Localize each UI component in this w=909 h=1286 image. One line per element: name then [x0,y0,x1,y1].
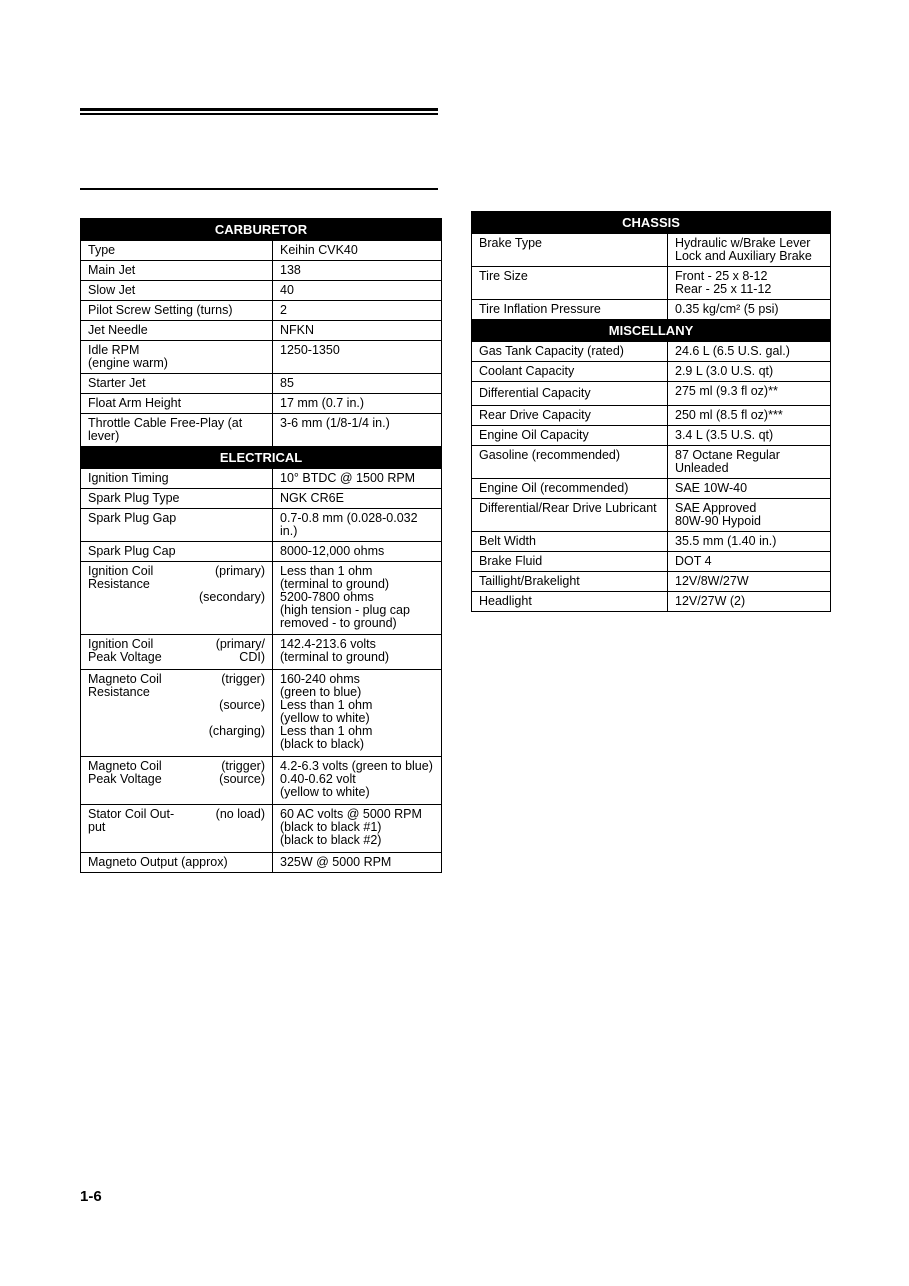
spec-value: DOT 4 [668,552,831,572]
spec-label [81,562,273,635]
label-line: Peak Voltage [88,650,162,664]
spec-value: 138 [273,261,442,281]
table-row [472,532,831,552]
value-line: 80W-90 Hypoid [675,514,761,528]
spec-value: 10° BTDC @ 1500 RPM [273,469,442,489]
table-row [81,562,442,635]
spec-label: Main Jet [81,261,273,281]
spec-label: Magneto Output (approx) [81,853,273,873]
condition-tag: (primary) [215,564,265,578]
spec-label [81,670,273,757]
header-single-rule [80,188,438,190]
spec-value: 12V/8W/27W [668,572,831,592]
spec-label [81,635,273,670]
spec-value: Keihin CVK40 [273,241,442,261]
table-row [472,234,831,267]
spec-label: Rear Drive Capacity [472,406,668,426]
value-line: Less than 1 ohm [280,724,373,738]
value-line: (high tension - plug cap [280,603,410,617]
condition-tag: (source) [219,698,265,712]
value-line: (yellow to white) [280,785,370,799]
value-line: (terminal to ground) [280,577,390,591]
spec-value [668,499,831,532]
label-line: Magneto Coil [88,759,162,773]
carburetor-electrical-table [80,218,442,873]
electrical-heading-row [81,447,442,469]
spec-label [81,341,273,374]
spec-label: Tire Size [472,267,668,300]
value-line: 0.7-0.8 mm (0.028-0.032 [280,511,418,525]
table-row [472,552,831,572]
table-row [81,757,442,805]
spec-value: 2.9 L (3.0 U.S. qt) [668,362,831,382]
spec-label: Coolant Capacity [472,362,668,382]
label-line: Throttle Cable Free-Play (at [88,416,243,430]
spec-label [81,805,273,853]
label-line: Resistance [88,685,150,699]
miscellany-heading-row [472,320,831,342]
spec-label: Headlight [472,592,668,612]
table-row [81,321,442,341]
spec-label: Spark Plug Type [81,489,273,509]
label-line: Ignition Coil [88,564,154,578]
spec-value: 35.5 mm (1.40 in.) [668,532,831,552]
table-row [472,426,831,446]
carburetor-heading: CARBURETOR [81,219,442,241]
table-row [81,805,442,853]
spec-value: NGK CR6E [273,489,442,509]
value-line: in.) [280,524,298,538]
label-line: lever) [88,429,120,443]
spec-label: Gas Tank Capacity (rated) [472,342,668,362]
spec-value: 8000-12,000 ohms [273,542,442,562]
table-row [472,446,831,479]
spec-value [668,267,831,300]
spec-value: 325W @ 5000 RPM [273,853,442,873]
spec-value [273,805,442,853]
value-line: (yellow to white) [280,711,370,725]
spec-label: Belt Width [472,532,668,552]
spec-value [668,446,831,479]
spec-value [273,635,442,670]
spec-value: 3-6 mm (1/8-1/4 in.) [273,414,442,447]
spec-value: 17 mm (0.7 in.) [273,394,442,414]
spec-label: Taillight/Brakelight [472,572,668,592]
value-line: 5200-7800 ohms [280,590,374,604]
chassis-miscellany-table [471,211,831,612]
spec-label: Slow Jet [81,281,273,301]
spec-value: 2 [273,301,442,321]
spec-value [273,757,442,805]
header-double-rule [80,108,438,115]
spec-value: 40 [273,281,442,301]
value-line: Less than 1 ohm [280,564,373,578]
page-number: 1-6 [80,1188,102,1205]
value-line: Lock and Auxiliary Brake [675,249,812,263]
table-row [472,382,831,406]
table-row [81,509,442,542]
table-row [81,469,442,489]
spec-label: Jet Needle [81,321,273,341]
table-row [81,261,442,281]
value-line: (black to black #1) [280,820,382,834]
spec-value: 24.6 L (6.5 U.S. gal.) [668,342,831,362]
spec-label: Engine Oil (recommended) [472,479,668,499]
label-line: (engine warm) [88,356,168,370]
table-row [81,670,442,757]
label-line: Idle RPM [88,343,140,357]
spec-label: Float Arm Height [81,394,273,414]
value-line: 4.2-6.3 volts (green to blue) [280,759,433,773]
spec-label: Engine Oil Capacity [472,426,668,446]
spec-label: Ignition Timing [81,469,273,489]
spec-value: 85 [273,374,442,394]
label-line: put [88,820,106,834]
electrical-heading: ELECTRICAL [81,447,442,469]
spec-value [668,234,831,267]
spec-label [81,414,273,447]
table-row [81,281,442,301]
table-row [81,341,442,374]
value-line: SAE Approved [675,501,757,515]
spec-label: Spark Plug Gap [81,509,273,542]
value-line: (black to black #2) [280,833,382,847]
table-row [81,853,442,873]
value-line: 87 Octane Regular [675,448,780,462]
label-line: Peak Voltage [88,772,162,786]
table-row [472,572,831,592]
spec-label: Type [81,241,273,261]
table-row [81,394,442,414]
spec-value [273,562,442,635]
label-line: Stator Coil Out- [88,807,175,821]
spec-value: 1250-1350 [273,341,442,374]
carburetor-heading-row [81,219,442,241]
table-row [81,542,442,562]
condition-tag: (charging) [208,724,265,738]
spec-value: SAE 10W-40 [668,479,831,499]
value-line: 160-240 ohms [280,672,360,686]
table-row [81,301,442,321]
spec-value: 3.4 L (3.5 U.S. qt) [668,426,831,446]
miscellany-heading: MISCELLANY [472,320,831,342]
value-line: 142.4-213.6 volts [280,637,376,651]
label-line: Resistance [88,577,150,591]
value-line: Front - 25 x 8-12 [675,269,768,283]
chassis-heading: CHASSIS [472,212,831,234]
value-line: (green to blue) [280,685,362,699]
spec-value: 0.35 kg/cm² (5 psi) [668,300,831,320]
spec-value: 275 ml (9.3 fl oz)** [668,382,831,406]
condition-tag: (source) [219,772,265,786]
table-row [472,267,831,300]
condition-tag: (trigger) [221,672,265,686]
value-line: Hydraulic w/Brake Lever [675,236,811,250]
label-line: Ignition Coil [88,637,154,651]
value-line: 60 AC volts @ 5000 RPM [280,807,422,821]
spec-value [273,670,442,757]
spec-label: Brake Fluid [472,552,668,572]
condition-tag: CDI) [239,650,265,664]
spec-label: Tire Inflation Pressure [472,300,668,320]
spec-value: NFKN [273,321,442,341]
table-row [81,241,442,261]
condition-tag: (primary/ [215,637,265,651]
condition-tag: (secondary) [199,590,265,604]
spec-label: Spark Plug Cap [81,542,273,562]
table-row [472,479,831,499]
spec-label: Pilot Screw Setting (turns) [81,301,273,321]
value-line: (terminal to ground) [280,650,390,664]
table-row [81,374,442,394]
table-row [472,342,831,362]
spec-label: Differential Capacity [472,382,668,406]
table-row [81,489,442,509]
spec-label: Differential/Rear Drive Lubricant [472,499,668,532]
spec-value: 12V/27W (2) [668,592,831,612]
chassis-heading-row [472,212,831,234]
value-line: Rear - 25 x 11-12 [675,282,772,296]
condition-tag: (trigger) [221,759,265,773]
table-row [81,414,442,447]
table-row [472,592,831,612]
spec-label [81,757,273,805]
value-line: Less than 1 ohm [280,698,373,712]
value-line: (black to black) [280,737,365,751]
value-line: 0.40-0.62 volt [280,772,356,786]
table-row [472,362,831,382]
table-row [472,300,831,320]
label-line: Magneto Coil [88,672,162,686]
spec-label: Starter Jet [81,374,273,394]
table-row [472,499,831,532]
table-row [472,406,831,426]
spec-label: Gasoline (recommended) [472,446,668,479]
value-line: Unleaded [675,461,729,475]
value-line: removed - to ground) [280,616,397,630]
condition-tag: (no load) [215,807,265,821]
spec-label: Brake Type [472,234,668,267]
spec-value [273,509,442,542]
table-row [81,635,442,670]
spec-value: 250 ml (8.5 fl oz)*** [668,406,831,426]
